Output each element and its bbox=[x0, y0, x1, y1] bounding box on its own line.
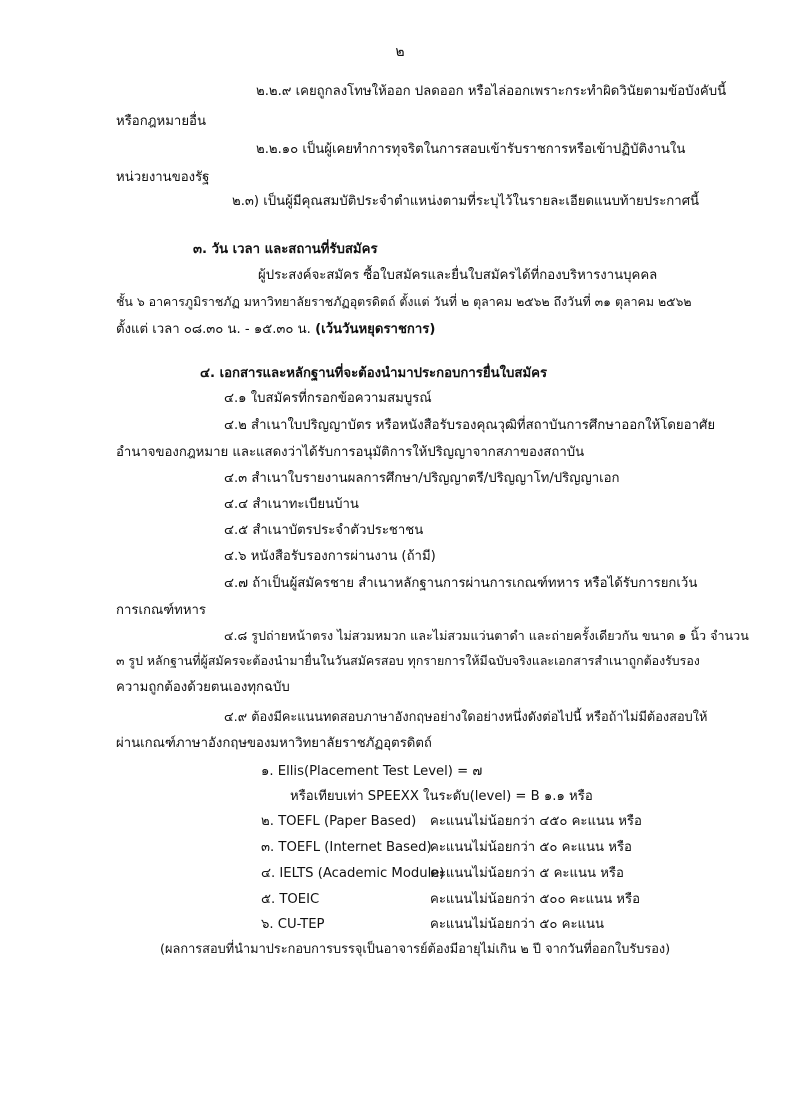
item-4-7: ๔.๗ ถ้าเป็นผู้สมัครชาย สำเนาหลักฐานการผ่านการเกณฑ์ทหาร หรือได้รับการยกเว้น bbox=[224, 576, 698, 591]
test-score: คะแนนไม่น้อยกว่า ๕ คะแนน หรือ bbox=[430, 866, 624, 881]
section-3-line-2: ชั้น ๖ อาคารภูมิราชภัฏ มหาวิทยาลัยราชภัฏอุตรดิตถ์ ตั้งแต่ วันที่ ๒ ตุลาคม ๒๕๖๒ ถึงวันที่ ๓๑ ตุลาคม ๒๕๖๒ bbox=[116, 294, 692, 309]
item-4-8-cont-2: ความถูกต้องด้วยตนเองทุกฉบับ bbox=[116, 680, 290, 695]
page-number: ๒ bbox=[395, 44, 405, 60]
item-4-3: ๔.๓ สำเนาใบรายงานผลการศึกษา/ปริญญาตรี/ปริญญาโท/ปริญญาเอก bbox=[224, 471, 620, 486]
section-3-heading: ๓. วัน เวลา และสถานที่รับสมัคร bbox=[193, 242, 378, 257]
test-ellis: ๑. Ellis(Placement Test Level) = ๗ bbox=[261, 764, 483, 779]
section-3-line-3 bbox=[116, 322, 435, 338]
validity-note: (ผลการสอบที่นำมาประกอบการบรรจุเป็นอาจารย์ต้องมีอายุไม่เกิน ๒ ปี จากวันที่ออกใบรับรอง) bbox=[160, 942, 671, 957]
clause-2-2-9: ๒.๒.๙ เคยถูกลงโทษให้ออก ปลดออก หรือไล่ออกเพราะกระทำผิดวินัยตามข้อบังคับนี้ bbox=[256, 84, 727, 99]
test-name: ๖. CU-TEP bbox=[261, 917, 325, 932]
section-4-heading: ๔. เอกสารและหลักฐานที่จะต้องนำมาประกอบการยื่นใบสมัคร bbox=[200, 366, 548, 381]
test-name: ๓. TOEFL (Internet Based) bbox=[261, 840, 432, 855]
item-4-7-cont: การเกณฑ์ทหาร bbox=[116, 603, 207, 618]
item-4-8-cont-1: ๓ รูป หลักฐานที่ผู้สมัครจะต้องนำมายื่นในวันสมัครสอบ ทุกรายการให้มีฉบับจริงและเอกสารสำเนาถูกต้องรับรอง bbox=[116, 653, 700, 668]
item-4-1: ๔.๑ ใบสมัครที่กรอกข้อความสมบูรณ์ bbox=[224, 391, 432, 406]
section-3-line-1: ผู้ประสงค์จะสมัคร ซื้อใบสมัครและยื่นใบสมัครได้ที่กองบริหารงานบุคคล bbox=[258, 268, 658, 283]
item-4-9-cont: ผ่านเกณฑ์ภาษาอังกฤษของมหาวิทยาลัยราชภัฏอุตรดิตถ์ bbox=[116, 736, 432, 751]
clause-2-2-10: ๒.๒.๑๐ เป็นผู้เคยทำการทุจริตในการสอบเข้ารับราชการหรือเข้าปฏิบัติงานใน bbox=[256, 142, 686, 157]
test-name: ๕. TOEIC bbox=[261, 892, 320, 907]
test-name: ๒. TOEFL (Paper Based) bbox=[261, 814, 417, 829]
test-score: คะแนนไม่น้อยกว่า ๕๐๐ คะแนน หรือ bbox=[430, 892, 641, 907]
item-4-6: ๔.๖ หนังสือรับรองการผ่านงาน (ถ้ามี) bbox=[224, 549, 436, 564]
test-speexx: หรือเทียบเท่า SPEEXX ในระดับ(level) = B ๑.๑ หรือ bbox=[290, 789, 593, 804]
test-name: ๔. IELTS (Academic Module) bbox=[261, 866, 445, 881]
test-score: คะแนนไม่น้อยกว่า ๕๐ คะแนน bbox=[430, 917, 605, 932]
clause-2-3: ๒.๓) เป็นผู้มีคุณสมบัติประจำตำแหน่งตามที่ระบุไว้ในรายละเอียดแนบท้ายประกาศนี้ bbox=[232, 194, 700, 209]
clause-2-2-10-cont: หน่วยงานของรัฐ bbox=[116, 170, 210, 185]
item-4-4: ๔.๔ สำเนาทะเบียนบ้าน bbox=[224, 497, 359, 512]
item-4-2: ๔.๒ สำเนาใบปริญญาบัตร หรือหนังสือรับรองคุณวุฒิที่สถาบันการศึกษาออกให้โดยอาศัย bbox=[224, 418, 716, 433]
office-hours: ตั้งแต่ เวลา ๐๘.๓๐ น. - ๑๕.๓๐ น. bbox=[116, 322, 311, 337]
test-score: คะแนนไม่น้อยกว่า ๕๐ คะแนน หรือ bbox=[430, 840, 632, 855]
item-4-2-cont: อำนาจของกฎหมาย และแสดงว่าได้รับการอนุมัติการให้ปริญญาจากสภาของสถาบัน bbox=[116, 445, 585, 460]
item-4-9: ๔.๙ ต้องมีคะแนนทดสอบภาษาอังกฤษอย่างใดอย่างหนึ่งดังต่อไปนี้ หรือถ้าไม่มีต้องสอบให้ bbox=[224, 710, 708, 725]
clause-2-2-9-cont: หรือกฎหมายอื่น bbox=[116, 114, 206, 129]
holiday-note: (เว้นวันหยุดราชการ) bbox=[315, 322, 436, 337]
item-4-8: ๔.๘ รูปถ่ายหน้าตรง ไม่สวมหมวก และไม่สวมแว่นตาดำ และถ่ายครั้งเดียวกัน ขนาด ๑ นิ้ว จำนวน bbox=[224, 628, 749, 643]
test-score: คะแนนไม่น้อยกว่า ๔๕๐ คะแนน หรือ bbox=[430, 814, 642, 829]
item-4-5: ๔.๕ สำเนาบัตรประจำตัวประชาชน bbox=[224, 523, 424, 538]
